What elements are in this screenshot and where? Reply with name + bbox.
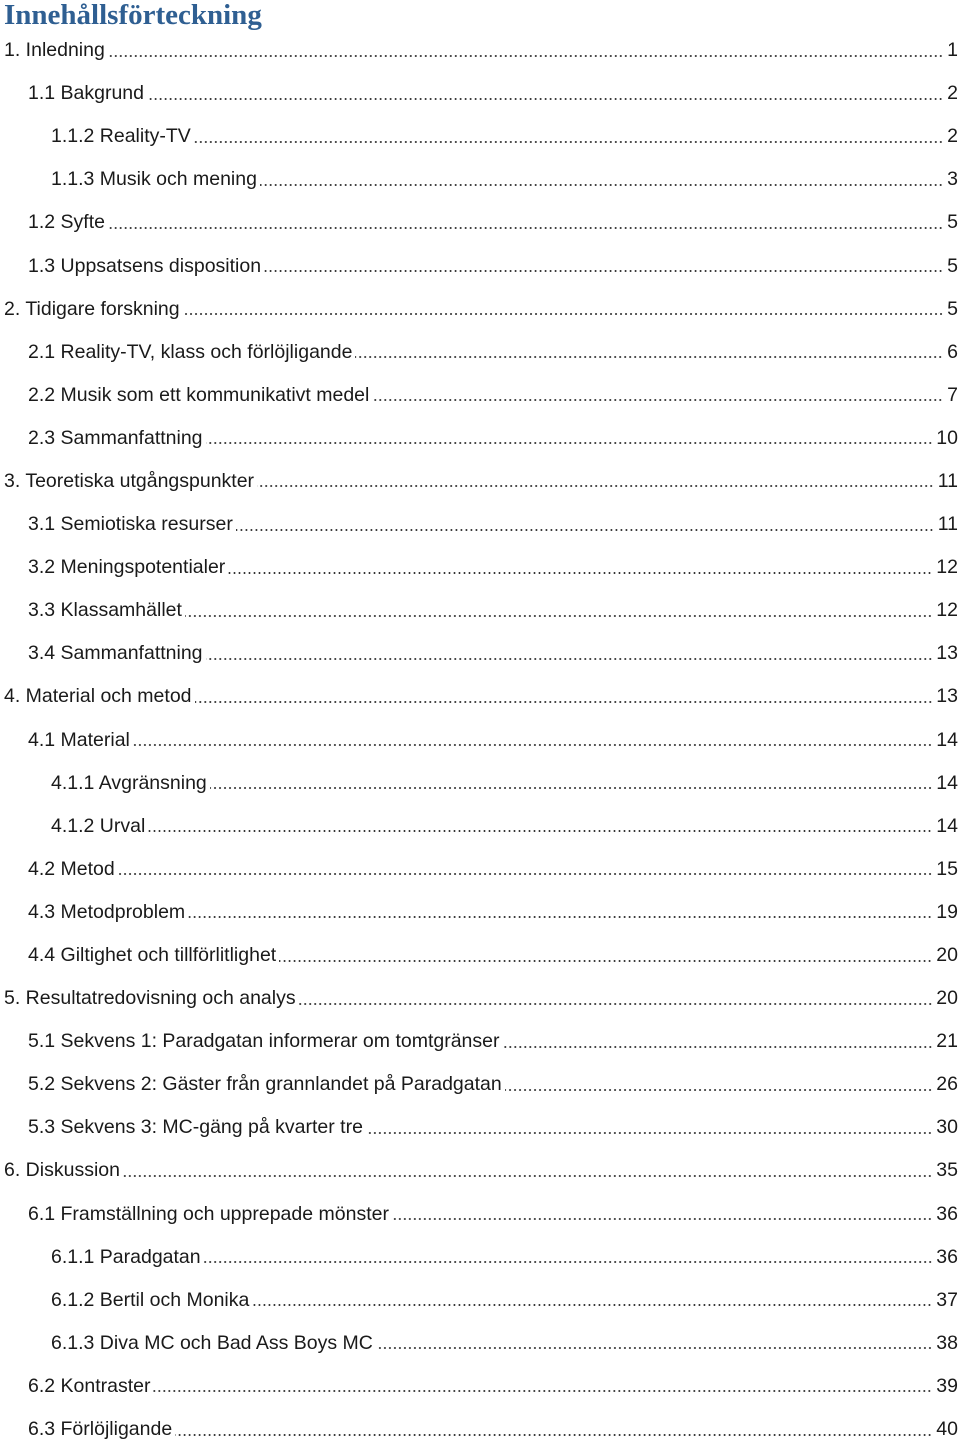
dot-leader [188,916,932,918]
toc-entry-label: 2.2 Musik som ett kommunikativt medel [28,383,370,406]
dot-leader [108,55,943,57]
toc-entry[interactable] [0,589,960,632]
toc-entry-label: 4.1 Material [28,728,130,751]
toc-entry[interactable] [0,29,960,72]
toc-entry-page: 12 [936,556,958,579]
toc-entry-page: 14 [936,728,958,751]
toc-entry[interactable] [0,374,960,417]
toc-entry-page: 13 [936,685,958,708]
dot-leader [257,485,934,487]
toc-entry-label: 4.1.2 Urval [51,814,146,837]
toc-entry-label: 6. Diskussion [4,1159,120,1182]
dot-leader [133,744,932,746]
toc-entry-label: 6.1 Framställning och upprepade mönster [28,1202,389,1225]
toc-entry-label: 6.1.1 Paradgatan [51,1245,201,1268]
dot-leader [148,830,932,832]
dot-leader [183,313,944,315]
toc-entry-label: 5.1 Sekvens 1: Paradgatan informerar om tomtgränser [28,1030,500,1053]
toc-entry-page: 7 [947,383,958,406]
toc-entry[interactable] [0,417,960,460]
toc-entry[interactable] [0,977,960,1020]
toc-entry[interactable] [0,1106,960,1149]
toc-entry[interactable] [0,719,960,762]
toc-entry[interactable] [0,762,960,805]
toc-entry-page: 19 [936,900,958,923]
dot-leader [210,787,933,789]
dot-leader [123,1175,932,1177]
toc-entry[interactable] [0,72,960,115]
toc-entry[interactable] [0,115,960,158]
dot-leader [175,1434,932,1436]
toc-entry-page: 10 [936,426,958,449]
toc-entry-page: 39 [936,1374,958,1397]
dot-leader [206,442,933,444]
toc-entry-label: 6.3 Förlöjligande [28,1418,173,1441]
toc-entry-label: 2.3 Sammanfattning [28,426,203,449]
toc-entry-label: 4.1.1 Avgränsning [51,771,207,794]
toc-entry[interactable] [0,1063,960,1106]
toc-entry[interactable] [0,503,960,546]
toc-entry-page: 20 [936,944,958,967]
toc-entry-page: 37 [936,1288,958,1311]
dot-leader [392,1218,932,1220]
toc-entry-page: 13 [936,642,958,665]
toc-entry-label: 4.3 Metodproblem [28,900,186,923]
dot-leader [194,141,943,143]
toc-entry-page: 35 [936,1159,958,1182]
toc-entry-page: 1 [947,39,958,62]
dot-leader [206,658,933,660]
dot-leader [108,227,943,229]
toc-entry-page: 6 [947,340,958,363]
toc-entry[interactable] [0,805,960,848]
toc-entry-label: 1.3 Uppsatsens disposition [28,254,262,277]
toc-entry[interactable] [0,675,960,718]
toc-entry[interactable] [0,1149,960,1192]
dot-leader [195,701,933,703]
toc-entry[interactable] [0,848,960,891]
toc-entry-label: 5.2 Sekvens 2: Gäster från grannlandet på Paradgatan [28,1073,502,1096]
toc-entry-page: 2 [947,82,958,105]
toc-entry-page: 5 [947,254,958,277]
toc-entry-page: 11 [937,469,958,492]
dot-leader [299,1003,933,1005]
toc-entry-label: 3. Teoretiska utgångspunkter [4,469,255,492]
toc-entry-label: 3.4 Sammanfattning [28,642,203,665]
toc-entry-page: 36 [936,1245,958,1268]
toc-entry-page: 15 [936,857,958,880]
toc-entry-label: 1.1.3 Musik och mening [51,168,257,191]
toc-entry-page: 2 [947,125,958,148]
toc-entry-label: 6.2 Kontraster [28,1374,151,1397]
toc-entry[interactable] [0,460,960,503]
toc-entry-label: 2.1 Reality-TV, klass och förlöjligande [28,340,353,363]
toc-entry[interactable] [0,288,960,331]
toc-entry-page: 12 [936,599,958,622]
dot-leader [236,529,934,531]
dot-leader [153,1390,932,1392]
toc-entry-label: 3.2 Meningspotentialer [28,556,226,579]
toc-entry-label: 6.1.3 Diva MC och Bad Ass Boys MC [51,1331,373,1354]
dot-leader [252,1304,932,1306]
toc-entry-label: 2. Tidigare forskning [4,297,180,320]
toc-entry-label: 5. Resultatredovisning och analys [4,987,296,1010]
dot-leader [505,1089,933,1091]
toc-entry-label: 3.1 Semiotiska resurser [28,513,233,536]
toc-entry[interactable] [0,934,960,977]
toc-entry[interactable] [0,201,960,244]
dot-leader [366,1132,932,1134]
toc-title: Innehållsförteckning [4,0,262,31]
toc-entry-page: 5 [947,297,958,320]
toc-entry[interactable] [0,1365,960,1408]
dot-leader [228,572,932,574]
toc-entry[interactable] [0,1322,960,1365]
toc-entry[interactable] [0,632,960,675]
toc-entry-label: 6.1.2 Bertil och Monika [51,1288,250,1311]
toc-entry-page: 14 [936,771,958,794]
dot-leader [279,960,932,962]
toc-entry[interactable] [0,1193,960,1236]
dot-leader [372,399,943,401]
toc-entry-label: 1.1 Bakgrund [28,82,145,105]
dot-leader [185,615,932,617]
toc-entry-label: 4.2 Metod [28,857,115,880]
toc-entry[interactable] [0,1279,960,1322]
toc-entry[interactable] [0,158,960,201]
dot-leader [355,356,943,358]
toc-entry[interactable] [0,244,960,287]
toc-entry-page: 5 [947,211,958,234]
toc-entry-label: 1.1.2 Reality-TV [51,125,191,148]
toc-entry-label: 4.4 Giltighet och tillförlitlighet [28,944,277,967]
toc-entry-page: 21 [936,1030,958,1053]
toc-entry-page: 38 [936,1331,958,1354]
table-of-contents [0,29,960,1451]
toc-entry-page: 3 [947,168,958,191]
dot-leader [503,1046,933,1048]
toc-entry-page: 26 [936,1073,958,1096]
dot-leader [118,873,933,875]
toc-entry-label: 3.3 Klassamhället [28,599,182,622]
dot-leader [147,98,943,100]
toc-entry[interactable] [0,546,960,589]
dot-leader [204,1261,933,1263]
toc-entry-label: 1. Inledning [4,39,105,62]
toc-entry-label: 5.3 Sekvens 3: MC-gäng på kvarter tre [28,1116,363,1139]
toc-entry-page: 30 [936,1116,958,1139]
toc-entry-page: 20 [936,987,958,1010]
dot-leader [264,270,943,272]
toc-entry[interactable] [0,1020,960,1063]
toc-entry-page: 36 [936,1202,958,1225]
toc-entry[interactable] [0,331,960,374]
toc-entry[interactable] [0,1236,960,1279]
toc-entry-page: 14 [936,814,958,837]
dot-leader [376,1347,932,1349]
toc-entry-label: 1.2 Syfte [28,211,105,234]
dot-leader [260,184,943,186]
toc-entry[interactable] [0,891,960,934]
toc-entry-page: 40 [936,1418,958,1441]
toc-entry[interactable] [0,1408,960,1451]
toc-entry-page: 11 [937,513,958,536]
toc-entry-label: 4. Material och metod [4,685,192,708]
